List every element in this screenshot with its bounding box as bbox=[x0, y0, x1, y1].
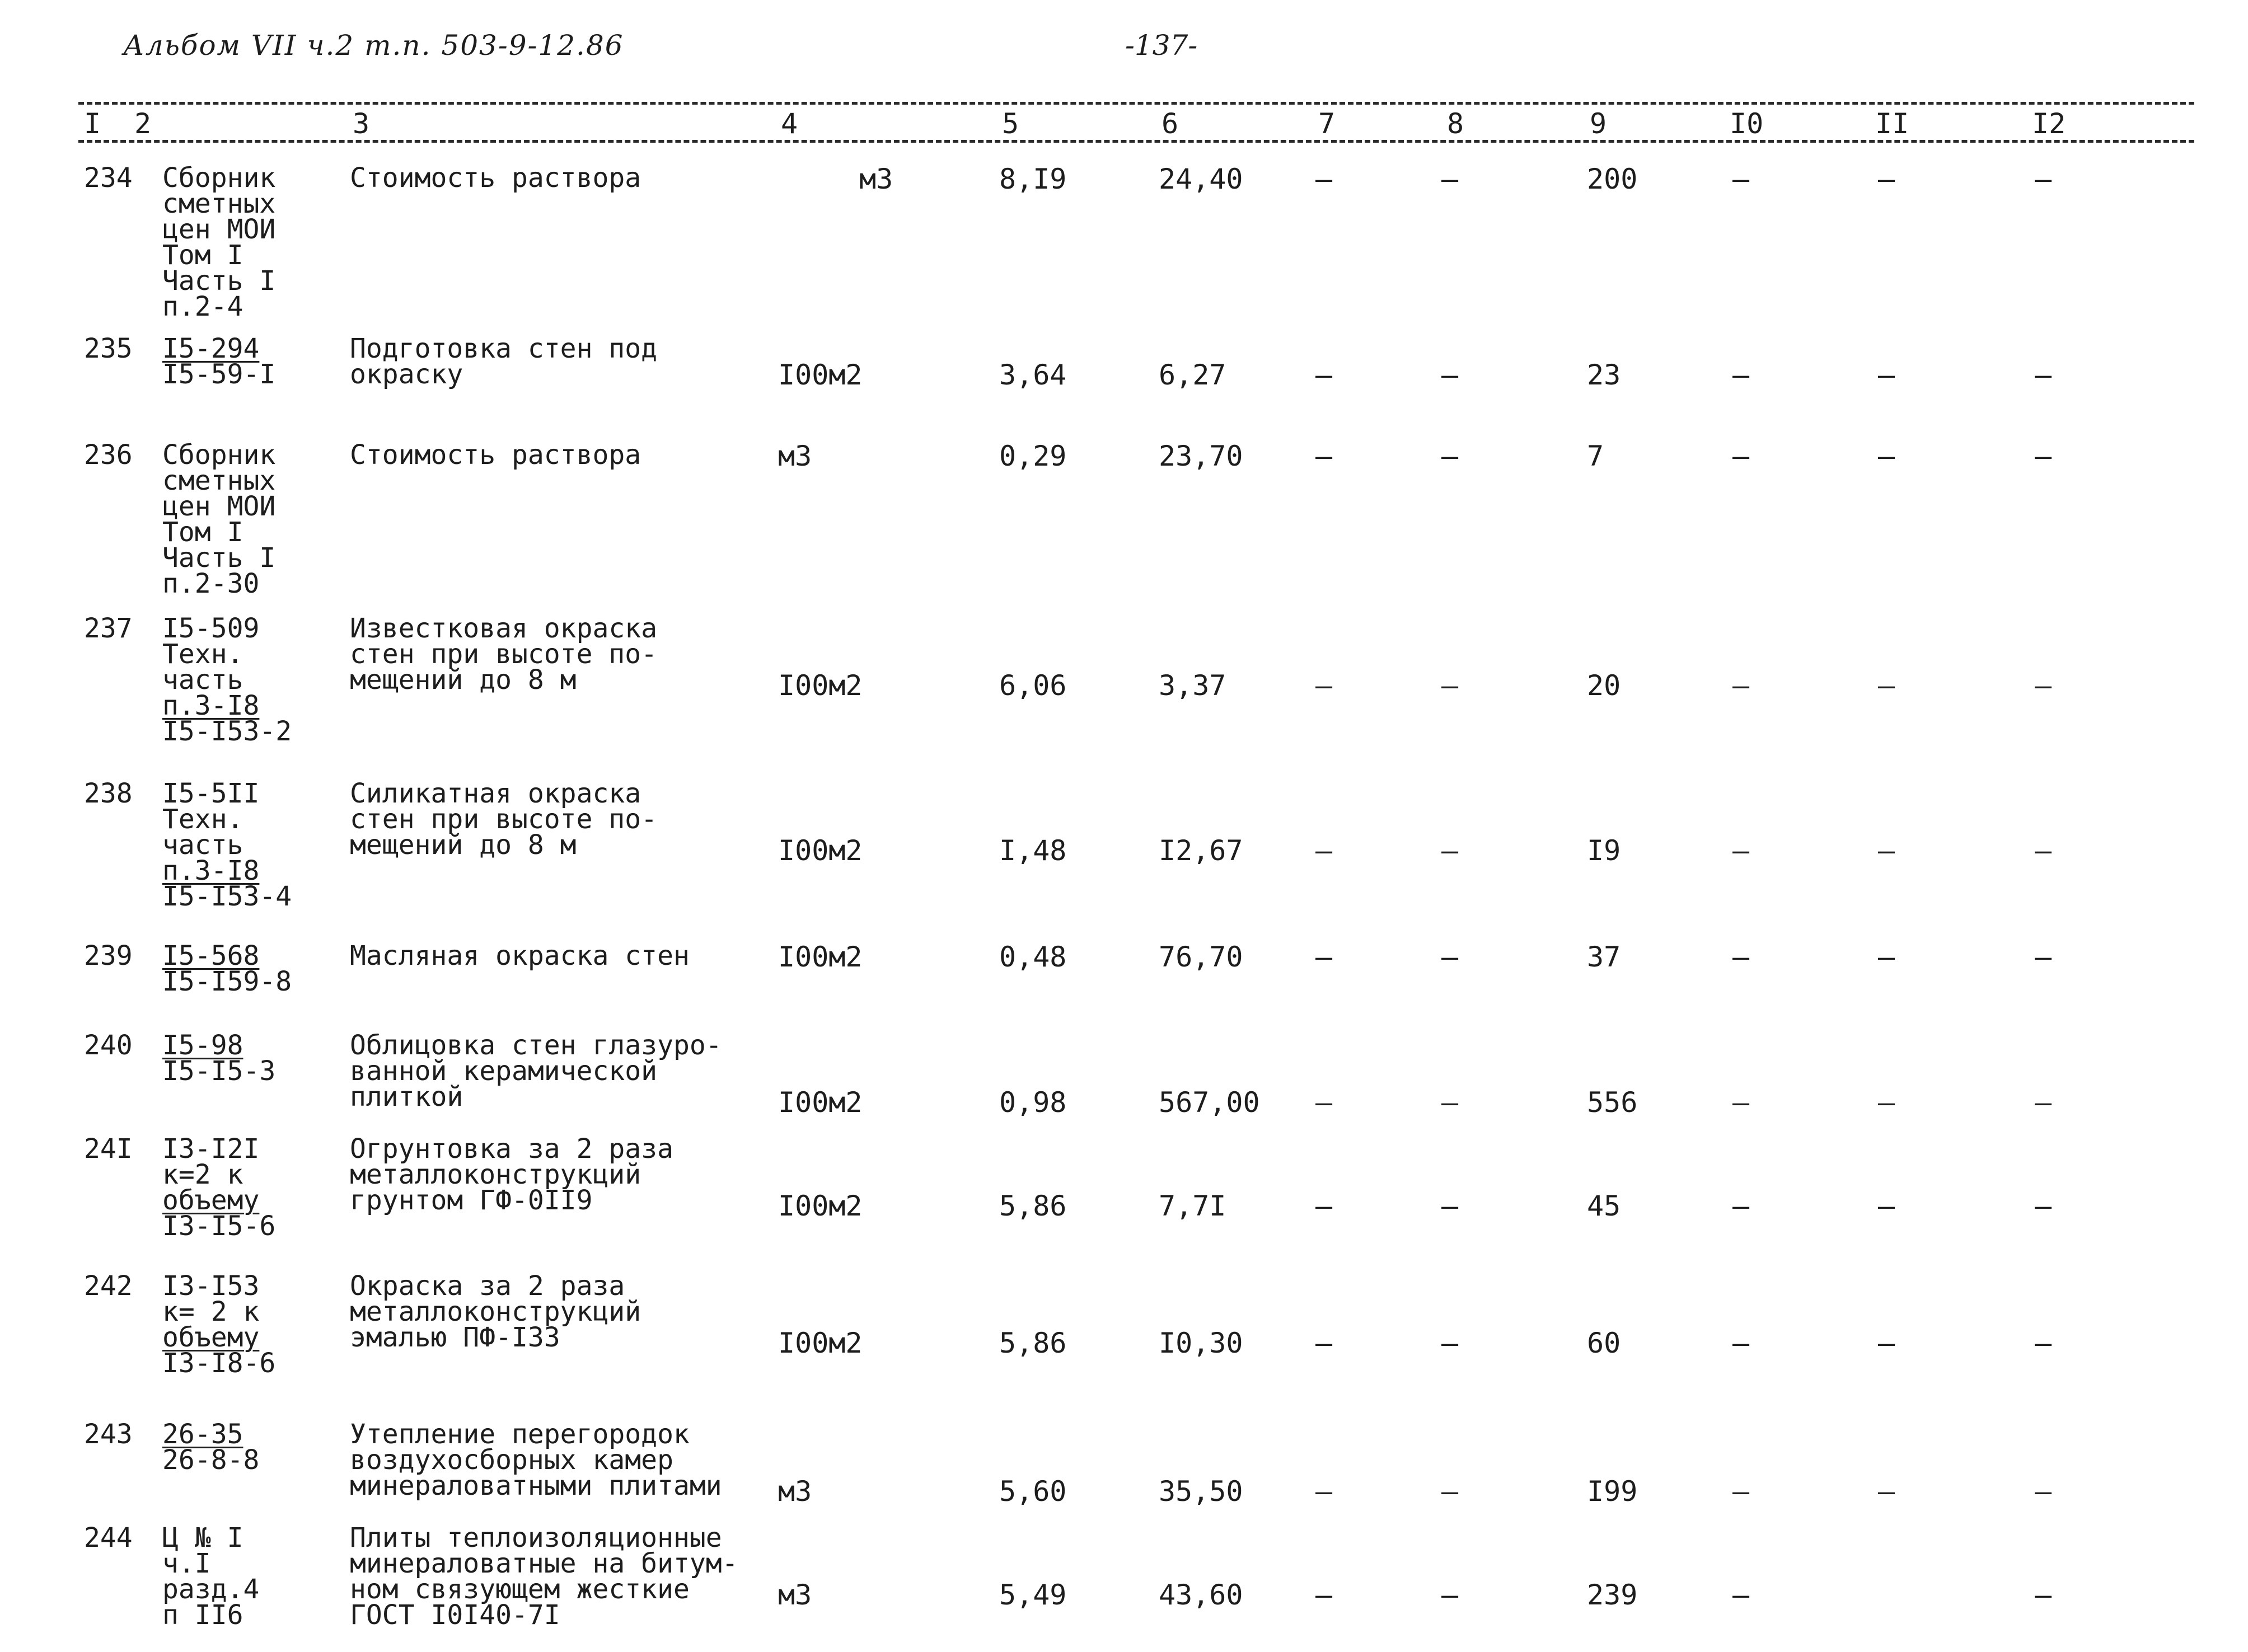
col10-value: – bbox=[1732, 1190, 1750, 1222]
work-description-line: Стоимость раствора bbox=[350, 439, 641, 471]
col11-value: – bbox=[1878, 1475, 1895, 1508]
col9-value: 200 bbox=[1587, 163, 1638, 195]
col5-value: 0,29 bbox=[999, 440, 1067, 472]
col9-value: 37 bbox=[1587, 941, 1621, 973]
price-code-line: Том I bbox=[162, 240, 243, 271]
col6-value: I0,30 bbox=[1159, 1327, 1243, 1359]
work-description bbox=[350, 613, 658, 696]
col8-value: – bbox=[1441, 1475, 1459, 1508]
unit-cell: I00м2 bbox=[778, 669, 863, 702]
price-code-line: сметных bbox=[162, 465, 276, 496]
work-description-line: воздухосборных камер bbox=[350, 1444, 673, 1476]
work-description bbox=[350, 1030, 722, 1113]
col12-value: – bbox=[2035, 1086, 2052, 1119]
col5-value: 5,86 bbox=[999, 1190, 1067, 1222]
col11-value: – bbox=[1878, 440, 1895, 472]
col9-value: 239 bbox=[1587, 1579, 1638, 1611]
unit-cell: I00м2 bbox=[778, 834, 863, 867]
col10-value: – bbox=[1732, 1475, 1750, 1508]
col6-value: 76,70 bbox=[1159, 941, 1243, 973]
col10-value: – bbox=[1732, 1086, 1750, 1119]
work-description-line: Огрунтовка за 2 раза bbox=[350, 1133, 673, 1165]
col6-value: 43,60 bbox=[1159, 1579, 1243, 1611]
work-description-line: грунтом ГФ-0II9 bbox=[350, 1185, 593, 1216]
price-code-line: Том I bbox=[162, 517, 243, 548]
col-header-11: II bbox=[1875, 107, 1909, 140]
col-header-7: 7 bbox=[1318, 107, 1336, 140]
price-code-line: цен МОИ bbox=[162, 214, 276, 245]
col12-value: – bbox=[2035, 1190, 2052, 1222]
col-header-8: 8 bbox=[1447, 107, 1464, 140]
price-code-line: Часть I bbox=[162, 542, 276, 574]
work-description bbox=[350, 1133, 673, 1216]
col6-value: 7,7I bbox=[1159, 1190, 1226, 1222]
work-description-line: Силикатная окраска bbox=[350, 778, 641, 809]
price-code-line: ч.I bbox=[162, 1548, 211, 1579]
price-code-line: п.3-I8 bbox=[162, 855, 260, 886]
col5-value: 0,48 bbox=[999, 941, 1067, 973]
row-number: 243 bbox=[84, 1419, 133, 1450]
work-description bbox=[350, 162, 641, 194]
work-description bbox=[350, 1270, 641, 1353]
col8-value: – bbox=[1441, 359, 1459, 391]
col5-value: 3,64 bbox=[999, 359, 1067, 391]
unit-cell: м3 bbox=[778, 1475, 812, 1508]
col10-value: – bbox=[1732, 1579, 1750, 1611]
price-code-line: Техн. bbox=[162, 639, 243, 670]
price-code-line: I5-98 bbox=[162, 1030, 243, 1061]
price-code-line: п.2-4 bbox=[162, 291, 243, 322]
price-code-line: к=2 к bbox=[162, 1159, 243, 1190]
col-header-6: 6 bbox=[1162, 107, 1179, 140]
col7-value: – bbox=[1315, 1579, 1333, 1611]
work-description-line: минераловатные на битум- bbox=[350, 1548, 738, 1579]
price-code-line: объему bbox=[162, 1185, 260, 1216]
album-reference: Альбом VII ч.2 т.п. 503-9-12.86 bbox=[123, 29, 624, 62]
col7-value: – bbox=[1315, 1475, 1333, 1508]
unit-cell: м3 bbox=[778, 440, 812, 472]
work-description-line: Плиты теплоизоляционные bbox=[350, 1522, 722, 1554]
work-description-line: металлоконструкций bbox=[350, 1296, 641, 1327]
col11-value: – bbox=[1878, 163, 1895, 195]
col11-value: – bbox=[1878, 941, 1895, 973]
col7-value: – bbox=[1315, 941, 1333, 973]
unit-cell: I00м2 bbox=[778, 1327, 863, 1359]
col8-value: – bbox=[1441, 1086, 1459, 1119]
price-code bbox=[162, 778, 292, 912]
col12-value: – bbox=[2035, 1475, 2052, 1508]
col9-value: I99 bbox=[1587, 1475, 1638, 1508]
col8-value: – bbox=[1441, 941, 1459, 973]
row-number: 238 bbox=[84, 778, 133, 809]
col8-value: – bbox=[1441, 669, 1459, 702]
page-number: -137- bbox=[1125, 29, 1198, 62]
unit-cell: I00м2 bbox=[778, 359, 863, 391]
col9-value: 60 bbox=[1587, 1327, 1621, 1359]
col11-value: – bbox=[1878, 834, 1895, 867]
col7-value: – bbox=[1315, 1327, 1333, 1359]
price-code bbox=[162, 1419, 260, 1476]
price-code-line: Часть I bbox=[162, 265, 276, 297]
row-number: 237 bbox=[84, 613, 133, 644]
col11-value: – bbox=[1878, 1327, 1895, 1359]
price-code bbox=[162, 1030, 276, 1087]
col-header-1: I bbox=[84, 107, 101, 140]
price-code-line: 26-35 bbox=[162, 1419, 243, 1450]
col10-value: – bbox=[1732, 1327, 1750, 1359]
work-description-line: стен при высоте по- bbox=[350, 804, 658, 835]
col-header-12: I2 bbox=[2032, 107, 2066, 140]
work-description-line: Известковая окраска bbox=[350, 613, 658, 644]
col12-value: – bbox=[2035, 163, 2052, 195]
col11-value: – bbox=[1878, 359, 1895, 391]
header-rule-top bbox=[78, 102, 2194, 105]
price-code-line: объему bbox=[162, 1322, 260, 1353]
price-code-line: п II6 bbox=[162, 1599, 243, 1631]
price-code-line: I5-59-I bbox=[162, 359, 276, 390]
work-description-line: ном связующем жесткие bbox=[350, 1574, 690, 1605]
work-description-line: плиткой bbox=[350, 1081, 463, 1113]
col5-value: 5,49 bbox=[999, 1579, 1067, 1611]
price-code-line: разд.4 bbox=[162, 1574, 260, 1605]
col8-value: – bbox=[1441, 1579, 1459, 1611]
col-header-10: I0 bbox=[1730, 107, 1764, 140]
col10-value: – bbox=[1732, 669, 1750, 702]
work-description-line: Стоимость раствора bbox=[350, 162, 641, 194]
col9-value: I9 bbox=[1587, 834, 1621, 867]
row-number: 236 bbox=[84, 439, 133, 471]
col12-value: – bbox=[2035, 941, 2052, 973]
col6-value: 35,50 bbox=[1159, 1475, 1243, 1508]
col5-value: 8,I9 bbox=[999, 163, 1067, 195]
work-description bbox=[350, 439, 641, 471]
col9-value: 45 bbox=[1587, 1190, 1621, 1222]
col6-value: 567,00 bbox=[1159, 1086, 1260, 1119]
col6-value: 23,70 bbox=[1159, 440, 1243, 472]
work-description-line: металлоконструкций bbox=[350, 1159, 641, 1190]
col12-value: – bbox=[2035, 359, 2052, 391]
work-description-line: стен при высоте по- bbox=[350, 639, 658, 670]
col10-value: – bbox=[1732, 834, 1750, 867]
col6-value: 24,40 bbox=[1159, 163, 1243, 195]
work-description bbox=[350, 1421, 722, 1499]
price-code-line: I5-509 bbox=[162, 613, 260, 644]
col12-value: – bbox=[2035, 1327, 2052, 1359]
row-number: 24I bbox=[84, 1133, 133, 1165]
price-code-line: I5-294 bbox=[162, 333, 260, 364]
col5-value: 0,98 bbox=[999, 1086, 1067, 1119]
unit-cell: I00м2 bbox=[778, 1190, 863, 1222]
col10-value: – bbox=[1732, 359, 1750, 391]
col7-value: – bbox=[1315, 163, 1333, 195]
work-description bbox=[350, 333, 658, 390]
col-header-5: 5 bbox=[1002, 107, 1019, 140]
price-code-line: I5-I59-8 bbox=[162, 966, 292, 997]
work-description bbox=[350, 778, 658, 861]
col10-value: – bbox=[1732, 941, 1750, 973]
work-description-line: эмалью ПФ-I33 bbox=[350, 1322, 560, 1353]
price-code bbox=[162, 1133, 276, 1242]
col12-value: – bbox=[2035, 834, 2052, 867]
work-description-line: окраску bbox=[350, 359, 463, 390]
price-code-line: цен МОИ bbox=[162, 491, 276, 522]
price-code bbox=[162, 940, 292, 997]
col10-value: – bbox=[1732, 163, 1750, 195]
work-description-line: мещений до 8 м bbox=[350, 829, 577, 861]
col12-value: – bbox=[2035, 1579, 2052, 1611]
price-code-line: Сборник bbox=[162, 162, 276, 194]
col9-value: 7 bbox=[1587, 440, 1604, 472]
row-number: 242 bbox=[84, 1270, 133, 1302]
price-code-line: I5-I53-2 bbox=[162, 716, 292, 747]
unit-cell: м3 bbox=[859, 163, 893, 195]
work-description-line: Подготовка стен под bbox=[350, 333, 658, 364]
price-code bbox=[162, 162, 276, 322]
work-description-line: минераловатными плитами bbox=[350, 1470, 722, 1501]
col-header-9: 9 bbox=[1590, 107, 1607, 140]
price-code-line: I3-I5-6 bbox=[162, 1210, 276, 1242]
price-code bbox=[162, 613, 292, 747]
row-number: 234 bbox=[84, 162, 133, 194]
work-description bbox=[350, 940, 690, 972]
col-header-3: 3 bbox=[353, 107, 370, 140]
price-code bbox=[162, 1522, 260, 1631]
price-code bbox=[162, 333, 276, 390]
col9-value: 556 bbox=[1587, 1086, 1638, 1119]
row-number: 239 bbox=[84, 940, 133, 972]
col-header-4: 4 bbox=[781, 107, 798, 140]
col5-value: 5,60 bbox=[999, 1475, 1067, 1508]
price-code-line: I5-I5-3 bbox=[162, 1055, 276, 1087]
unit-cell: I00м2 bbox=[778, 1086, 863, 1119]
col-header-2: 2 bbox=[134, 107, 152, 140]
col7-value: – bbox=[1315, 359, 1333, 391]
col5-value: 6,06 bbox=[999, 669, 1067, 702]
work-description-line: Окраска за 2 раза bbox=[350, 1270, 625, 1302]
col9-value: 20 bbox=[1587, 669, 1621, 702]
price-code-line: Сборник bbox=[162, 439, 276, 471]
work-description-line: Масляная окраска стен bbox=[350, 940, 690, 972]
col6-value: I2,67 bbox=[1159, 834, 1243, 867]
col12-value: – bbox=[2035, 669, 2052, 702]
col12-value: – bbox=[2035, 440, 2052, 472]
work-description bbox=[350, 1522, 738, 1631]
row-number: 244 bbox=[84, 1522, 133, 1554]
col8-value: – bbox=[1441, 834, 1459, 867]
price-code bbox=[162, 1270, 276, 1379]
col7-value: – bbox=[1315, 440, 1333, 472]
price-code-line: часть bbox=[162, 829, 243, 861]
work-description-line: ванной керамической bbox=[350, 1055, 658, 1087]
row-number: 235 bbox=[84, 333, 133, 364]
col5-value: I,48 bbox=[999, 834, 1067, 867]
price-code-line: I3-I53 bbox=[162, 1270, 260, 1302]
col5-value: 5,86 bbox=[999, 1327, 1067, 1359]
price-code-line: Техн. bbox=[162, 804, 243, 835]
price-code-line: 26-8-8 bbox=[162, 1444, 260, 1476]
price-code bbox=[162, 439, 276, 599]
price-code-line: часть bbox=[162, 664, 243, 696]
col7-value: – bbox=[1315, 834, 1333, 867]
work-description-line: мещений до 8 м bbox=[350, 664, 577, 696]
col6-value: 6,27 bbox=[1159, 359, 1226, 391]
col11-value: – bbox=[1878, 1190, 1895, 1222]
col8-value: – bbox=[1441, 440, 1459, 472]
price-code-line: I5-5II bbox=[162, 778, 260, 809]
work-description-line: Утепление перегородок bbox=[350, 1419, 690, 1450]
col8-value: – bbox=[1441, 163, 1459, 195]
price-code-line: Ц № I bbox=[162, 1522, 243, 1554]
col9-value: 23 bbox=[1587, 359, 1621, 391]
unit-cell: м3 bbox=[778, 1579, 812, 1611]
row-number: 240 bbox=[84, 1030, 133, 1061]
price-code-line: I5-I53-4 bbox=[162, 881, 292, 912]
work-description-line: ГОСТ I0I40-7I bbox=[350, 1599, 560, 1631]
col11-value: – bbox=[1878, 1086, 1895, 1119]
col11-value: – bbox=[1878, 669, 1895, 702]
col7-value: – bbox=[1315, 669, 1333, 702]
price-code-line: I3-I8-6 bbox=[162, 1348, 276, 1379]
price-code-line: сметных bbox=[162, 188, 276, 219]
price-code-line: I5-568 bbox=[162, 940, 260, 972]
col7-value: – bbox=[1315, 1086, 1333, 1119]
col8-value: – bbox=[1441, 1190, 1459, 1222]
price-code-line: I3-I2I bbox=[162, 1133, 260, 1165]
header-rule-bottom bbox=[78, 140, 2194, 143]
col8-value: – bbox=[1441, 1327, 1459, 1359]
col7-value: – bbox=[1315, 1190, 1333, 1222]
price-code-line: п.2-30 bbox=[162, 568, 260, 599]
price-code-line: п.3-I8 bbox=[162, 690, 260, 721]
col10-value: – bbox=[1732, 440, 1750, 472]
price-code-line: к= 2 к bbox=[162, 1296, 260, 1327]
unit-cell: I00м2 bbox=[778, 941, 863, 973]
work-description-line: Облицовка стен глазуро- bbox=[350, 1030, 722, 1061]
col6-value: 3,37 bbox=[1159, 669, 1226, 702]
